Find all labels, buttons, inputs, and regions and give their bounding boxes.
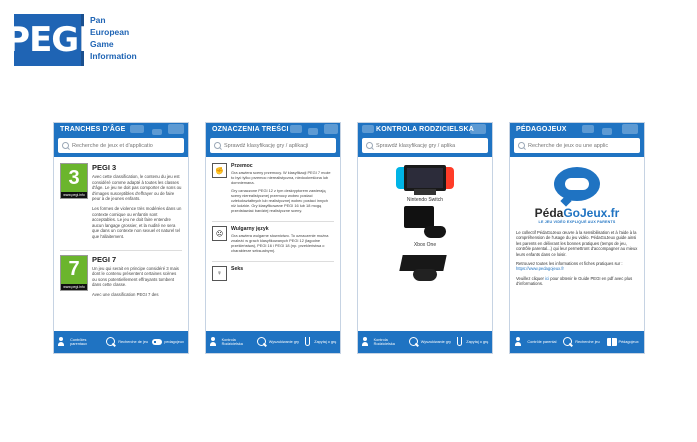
phone-screen-age-ratings	[53, 122, 189, 354]
nav-label: Kontrola Rodzicielska	[373, 337, 395, 346]
app-header	[206, 123, 340, 157]
app-header	[54, 123, 188, 157]
pedagojeux-link[interactable]: https://www.pedagojeux.fr	[516, 266, 564, 272]
search-icon	[563, 337, 573, 347]
hand-icon	[302, 337, 312, 347]
pegi-logo-text	[90, 14, 137, 62]
nav-label: Zapytaj o grę	[466, 339, 489, 344]
nav-ask-about-game[interactable]	[302, 337, 336, 347]
search-icon	[518, 142, 525, 149]
descriptor-text: Gra zawiera sceny przemocy. W klasyfikacji PEGI 7 może to być tylko przemoc nierealistyczna, niedookreślona lub domniemana.	[231, 170, 331, 185]
app-header	[510, 123, 644, 157]
xbox-one-image	[402, 206, 448, 240]
logo-line: Information	[90, 51, 137, 61]
descriptor-title: Wulgarny język	[231, 226, 269, 232]
nav-label: Kontrola Rodzicielska	[221, 337, 243, 346]
pedagojeux-tagline: LE JEU VIDÉO EXPLIQUÉ AUX PARENTS	[538, 220, 616, 224]
rating-text: Avec une classification PEGI 7 des	[92, 291, 159, 297]
nav-game-search[interactable]	[563, 337, 599, 347]
search-input[interactable]	[376, 143, 488, 149]
badge-footer: www.pegi.info	[61, 284, 87, 290]
phone-screen-pedagojeux	[509, 122, 645, 354]
logo-line: European	[90, 27, 130, 37]
bottom-nav	[54, 331, 188, 353]
page-title: PÉDAGOJEUX	[516, 126, 567, 133]
gamepad-icon	[152, 337, 162, 347]
hand-icon	[454, 337, 464, 347]
pedagojeux-name	[535, 206, 620, 220]
descriptor-title: Seks	[231, 266, 244, 272]
device-name: Xbox One	[413, 242, 437, 248]
device-playstation-4[interactable]	[364, 251, 486, 281]
nav-label: Contrôle parental	[527, 339, 557, 344]
list-item[interactable]	[212, 266, 334, 281]
descriptor-text: Gry oznaczone PEGI 12 z tym deskryptorem zawierają sceny nierealistycznej przemocy wobec postaci człekokształtnych lub realistycznej wobec postaci innych niż ludzkie. Gry klasyfikowane PEGI 16 lub 18 mogą przedstawiać bardziej realistyczne sceny.	[231, 188, 329, 213]
nintendo-switch-image	[396, 163, 454, 195]
badge-number: 3	[61, 164, 87, 192]
divider	[212, 261, 334, 262]
list-item[interactable]	[60, 163, 182, 244]
nav-label: Recherche jeu	[575, 339, 600, 344]
search-icon	[214, 142, 221, 149]
bottom-nav	[510, 331, 644, 353]
pedagojeux-logo	[516, 167, 638, 224]
divider	[60, 250, 182, 251]
ratings-list	[54, 157, 188, 331]
device-xbox-one[interactable]	[364, 206, 486, 248]
people-icon	[515, 337, 525, 347]
search-input[interactable]	[528, 143, 640, 149]
nav-label: Wyszukiwanie gry	[420, 339, 452, 344]
list-item[interactable]	[60, 255, 182, 302]
guide-text	[516, 276, 638, 287]
search-icon	[366, 142, 373, 149]
pegi-7-badge	[60, 255, 88, 291]
nav-game-search[interactable]	[257, 337, 299, 347]
nav-game-search[interactable]	[106, 337, 148, 347]
search-input[interactable]	[72, 143, 184, 149]
descriptor-title: Przemoc	[231, 163, 253, 169]
book-icon	[607, 337, 617, 347]
page-title: TRANCHES D'ÂGE	[60, 126, 126, 133]
nav-label: Wyszukiwanie gry	[268, 339, 300, 344]
people-icon	[58, 337, 68, 347]
rating-title: PEGI 7	[92, 254, 117, 264]
search-bar[interactable]	[514, 138, 640, 153]
badge-footer: www.pegi.info	[61, 192, 87, 198]
search-icon	[62, 142, 69, 149]
nav-ask-about-game[interactable]	[454, 337, 488, 347]
app-header	[358, 123, 492, 157]
guide-text-label: Veuillez cliquer	[516, 275, 546, 281]
nav-pedagojeux[interactable]	[152, 337, 184, 347]
descriptor-list	[206, 157, 340, 331]
rating-title: PEGI 3	[92, 163, 117, 172]
search-icon	[106, 337, 116, 347]
nav-label: pedagojeux	[164, 339, 184, 344]
search-bar[interactable]	[362, 138, 488, 153]
device-name: Nintendo Switch	[406, 197, 444, 203]
search-bar[interactable]	[58, 138, 184, 153]
nav-parental-controls[interactable]	[210, 337, 254, 347]
rating-text: Un jeu qui serait en principe considéré 3 mais dont le contenu présentent certaines scènes ou sons potentiellement effrayants tombent dans cette classe.	[92, 265, 179, 288]
site-text-label: Retrouvez toutes les informations et fiches pratiques sur :	[516, 261, 623, 267]
bottom-nav	[206, 331, 340, 353]
rating-text: Avec cette classification, le contenu du jeu est considéré comme adapté à toutes les classes d'âge. Le jeu ne doit pas comporter de sons ou d'images susceptibles d'effrayer ou de faire peur à de jeunes enfants.	[92, 174, 182, 202]
pegi-logo	[5, 14, 144, 70]
nav-parental-controls[interactable]	[362, 337, 406, 347]
people-icon	[210, 337, 220, 347]
descriptor-text: Gra zawiera wulgarne słownictwo. To oznaczenie można znaleźć w grach klasyfikowanych PEGI 12 (łagodne przekleństwa), PEGI 16 i PEGI 18 (np. przekleństwa o charakterze seksualnym).	[231, 233, 329, 253]
gamepad-bubble-icon	[554, 167, 600, 201]
playstation-4-image	[399, 251, 451, 281]
search-input[interactable]	[224, 143, 336, 149]
nav-parental-controls[interactable]	[58, 337, 102, 347]
brand-part: Péda	[534, 206, 564, 220]
logo-line: Game	[90, 39, 114, 49]
search-icon	[257, 337, 267, 347]
bad-language-icon: ☹	[212, 226, 227, 241]
site-text	[516, 261, 638, 272]
badge-number: 7	[61, 256, 87, 284]
divider	[212, 221, 334, 222]
logo-line: Pan	[90, 15, 106, 25]
sex-icon: ♀	[212, 266, 227, 281]
nav-parental-controls[interactable]	[515, 337, 556, 347]
list-item[interactable]	[212, 163, 334, 216]
device-nintendo-switch[interactable]	[364, 163, 486, 203]
rating-text: Les formes de violence très modérées dans un contexte comique ou enfantin sont acceptables. Le jeu ne doit faire entendre aucun langage grossier, et la nudité ne sera que dans un contexte non sexuel et naturel tel que l'allaitement.	[92, 205, 182, 239]
pegi-3-badge	[60, 163, 88, 199]
nav-label: Pédagojeux	[618, 339, 639, 344]
nav-label: Contrôles parentaux	[70, 337, 87, 346]
page-title: OZNACZENIA TREŚCI	[212, 126, 289, 133]
search-bar[interactable]	[210, 138, 336, 153]
list-item[interactable]	[212, 226, 334, 256]
pegi-logo-mark: PEGI	[14, 14, 84, 66]
bottom-nav	[358, 331, 492, 353]
phone-screen-parental-control	[357, 122, 493, 354]
guide-text-rest: pour obtenir le Guide PEGI en pdf avec plus d'informations.	[516, 275, 633, 287]
nav-label: Zapytaj o grę	[314, 339, 337, 344]
search-icon	[409, 337, 419, 347]
intro-text: Le collectif PédaGoJeux œuvre à la sensibilisation et à l'aide à la compréhension de l'usage du jeu vidéo. PédaGoJeux guide ainsi les parents en délivrant les bonnes pratiques (temps de jeu, contrôle parental...) qui leur permettront d'accompagner au mieux leurs enfants dans ce loisir.	[516, 230, 638, 257]
violence-icon: ✊	[212, 163, 227, 178]
nav-game-search[interactable]	[409, 337, 451, 347]
brand-part: GoJeux.fr	[563, 206, 620, 220]
phone-screen-content-descriptors	[205, 122, 341, 354]
pedagojeux-content	[510, 157, 644, 331]
nav-pedagojeux[interactable]	[607, 337, 639, 347]
people-icon	[362, 337, 372, 347]
device-list	[358, 157, 492, 331]
page-title: KONTROLA RODZICIELSKA	[375, 126, 475, 133]
nav-label: Recherche de jeu	[118, 339, 149, 344]
guide-link[interactable]: ici	[545, 275, 550, 281]
